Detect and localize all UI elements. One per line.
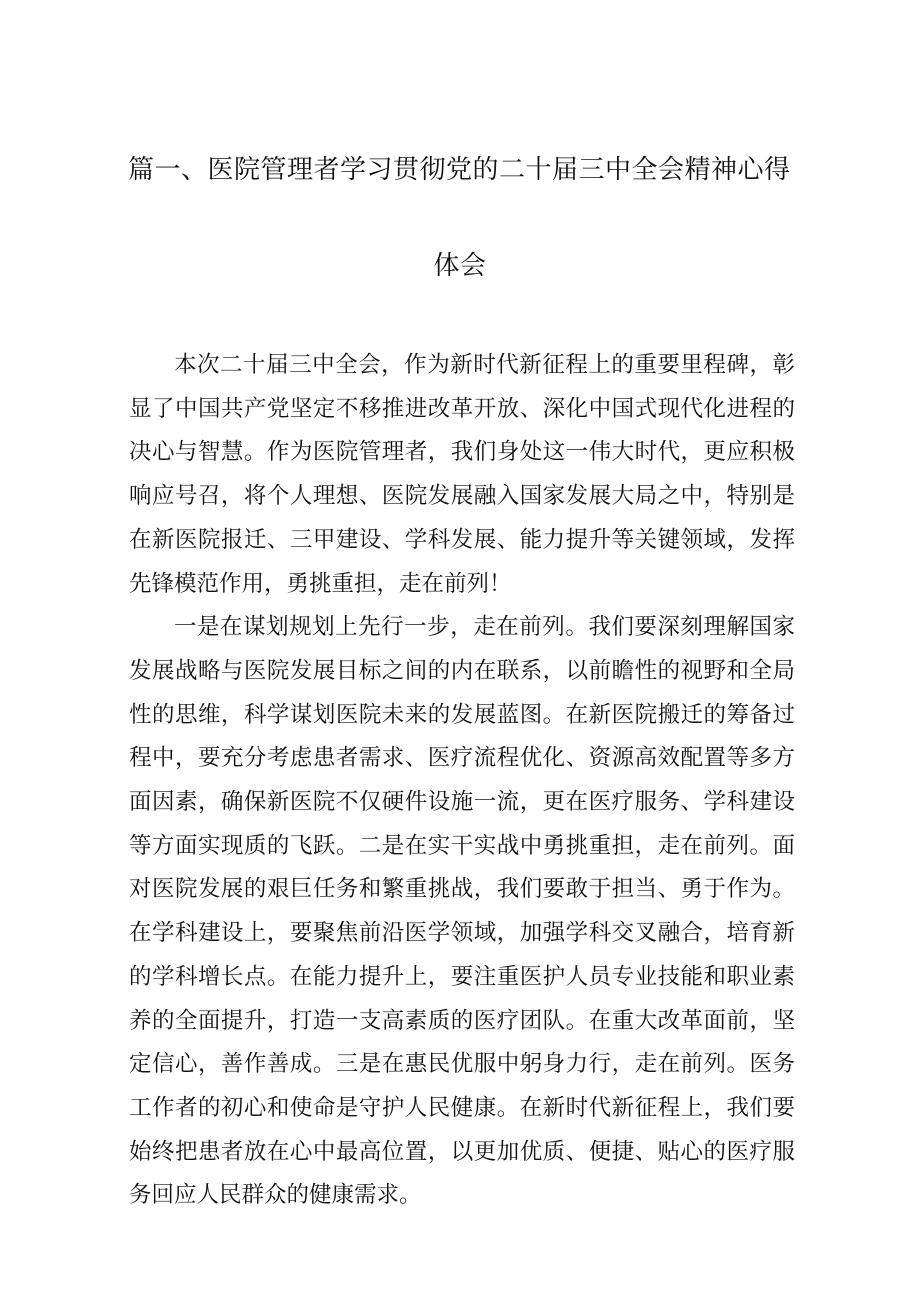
paragraph-main: 一是在谋划规划上先行一步，走在前列。我们要深刻理解国家发展战略与医院发展目标之间的内在联系，以前瞻性的视野和全局性的思维，科学谋划医院未来的发展蓝图。在新医院搬迁的筹备过程中，要充分考虑患者需求、医疗流程优化、资源高效配置等多方面因素，确保新医院不仅硬件设施一流，更在医疗服务、学科建设等方面实现质的飞跃。二是在实干实战中勇挑重担，走在前列。面对医院发展的艰巨任务和繁重挑战，我们要敢于担当、勇于作为。在学科建设上，要聚焦前沿医学领域，加强学科交叉融合，培育新的学科增长点。在能力提升上，要注重医护人员专业技能和职业素养的全面提升，打造一支高素质的医疗团队。在重大改革面前，坚定信心，善作善成。三是在惠民优服中躬身力行，走在前列。医务工作者的初心和使命是守护人民健康。在新时代新征程上，我们要始终把患者放在心中最高位置，以更加优质、便捷、贴心的医疗服务回应人民群众的健康需求。 bbox=[129, 614, 795, 1209]
paragraph-intro: 本次二十届三中全会，作为新时代新征程上的重要里程碑，彰显了中国共产党坚定不移推进改革开放、深化中国式现代化进程的决心与智慧。作为医院管理者，我们身处这一伟大时代，更应积极响应号召，将个人理想、医院发展融入国家发展大局之中，特别是在新医院报迁、三甲建设、学科发展、能力提升等关键领域，发挥先锋模范作用，勇挑重担，走在前列！ bbox=[129, 352, 795, 597]
document-body bbox=[129, 344, 795, 1218]
document-title: 篇一、医院管理者学习贯彻党的二十届三中全会精神心得 bbox=[128, 155, 791, 185]
document-title-continuation: 体会 bbox=[433, 251, 487, 281]
